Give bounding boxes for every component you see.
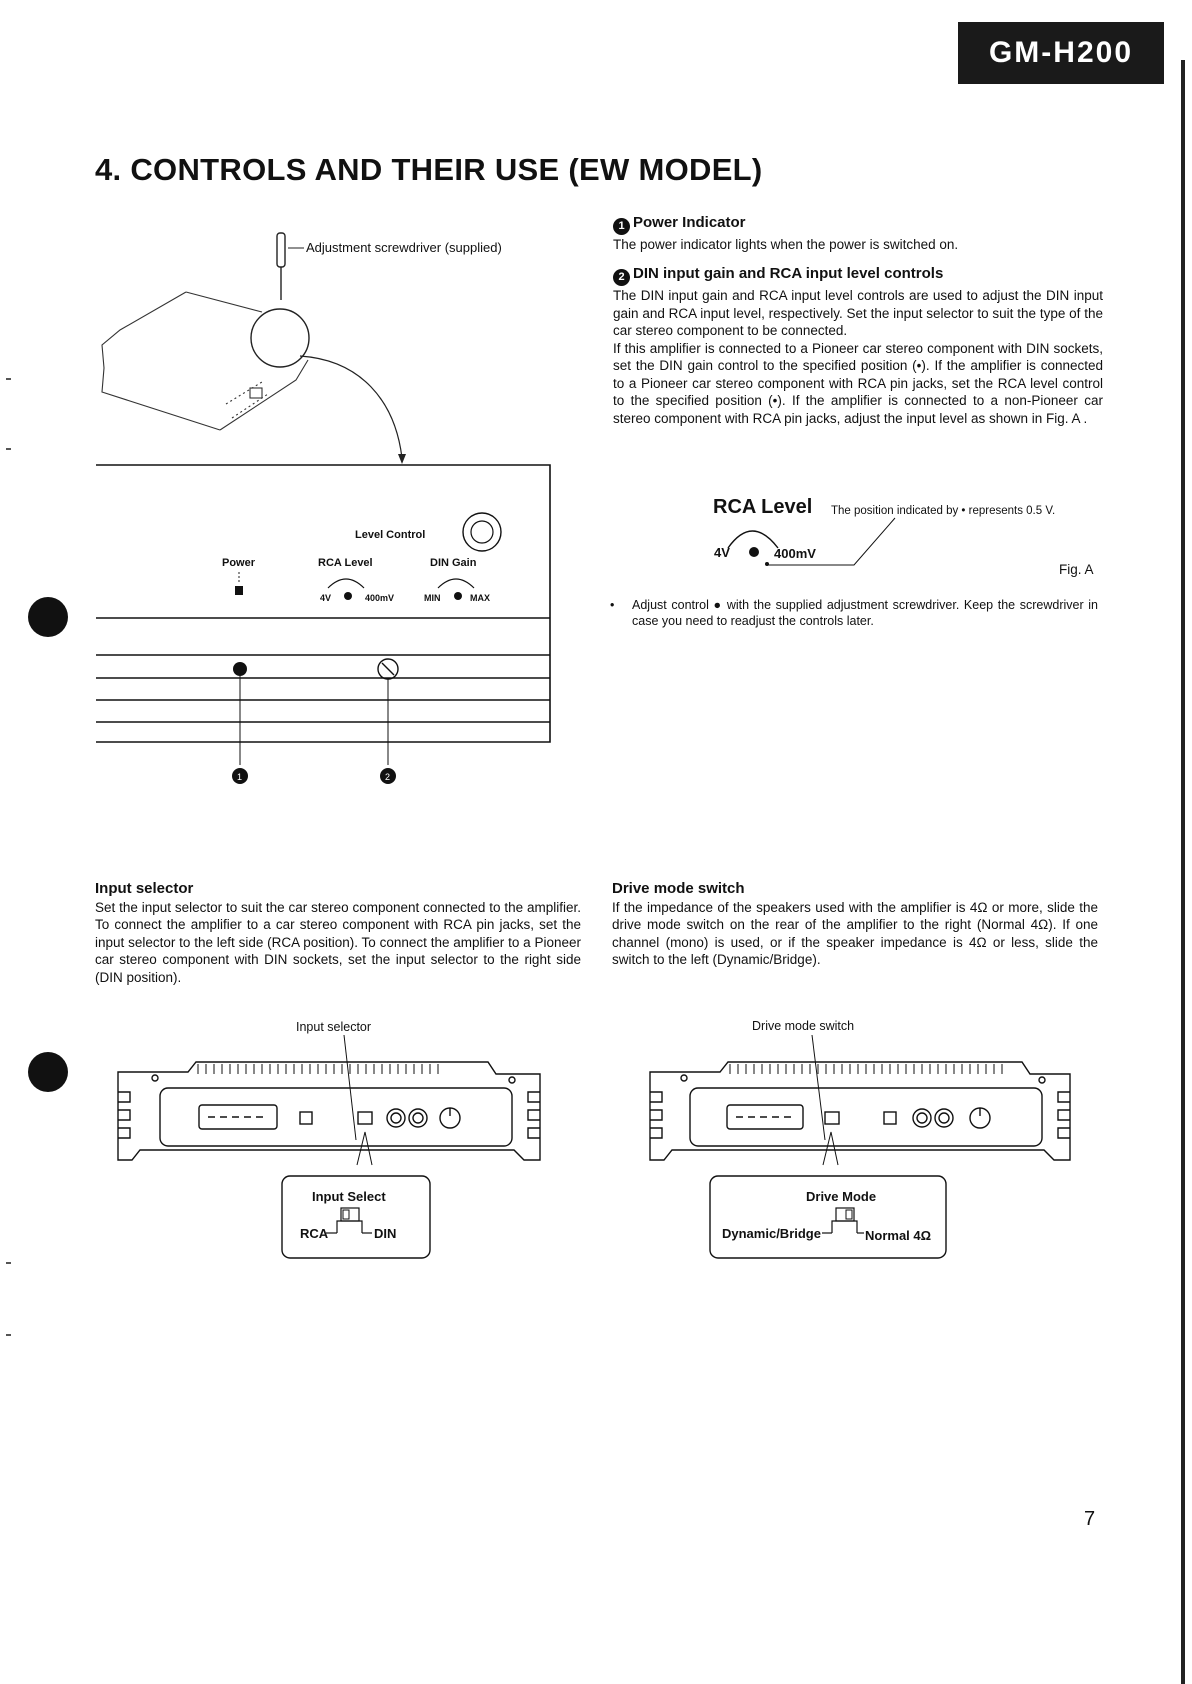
din-rca-heading: 2 DIN input gain and RCA input level controls xyxy=(613,265,1103,286)
drive-mode-normal: Normal 4Ω xyxy=(865,1228,932,1243)
input-select-title: Input Select xyxy=(312,1189,386,1204)
level-control-knob xyxy=(463,513,501,551)
din-rca-paragraph-2: If this amplifier is connected to a Pioneer car stereo component with DIN sockets, set the DIN gain control to the specified position (•). If the amplifier is connected to a Pioneer car stereo component with RCA pin jacks, set the RCA level control to the specified position (•). If the amplifier is connected to a non-Pioneer car stereo component with RCA pin jacks, adjust the input level as shown in Fig. A . xyxy=(613,340,1103,426)
drive-mode-heading: Drive mode switch xyxy=(612,880,745,897)
control-panel xyxy=(96,465,550,742)
callout-2-icon: 2 xyxy=(613,269,630,286)
power-indicator-heading: 1 Power Indicator xyxy=(613,214,1103,235)
drive-mode-dynamic-bridge: Dynamic/Bridge xyxy=(722,1226,821,1241)
screwdriver-label: Adjustment screwdriver (supplied) xyxy=(306,240,502,255)
fig-a-caption: Fig. A xyxy=(1059,562,1094,577)
svg-text:MAX: MAX xyxy=(470,593,490,603)
din-gain-label: DIN Gain xyxy=(430,557,477,569)
svg-text:4V: 4V xyxy=(714,545,730,560)
amplifier-rear-left xyxy=(118,1062,540,1160)
fig-a-dial-center xyxy=(749,547,759,557)
din-rca-paragraph-1: The DIN input gain and RCA input level controls are used to adjust the DIN input gain and RCA input level, respectively. Set the input selector to suit the type of the car stereo component to be connected. xyxy=(613,288,1103,338)
zoom-arrow xyxy=(300,356,402,458)
bullet-icon: • xyxy=(610,598,615,612)
drive-mode-section xyxy=(612,880,1098,969)
adjust-note-text: Adjust control ● with the supplied adjustment screwdriver. Keep the screwdriver in case you need to readjust the controls later. xyxy=(632,598,1098,628)
svg-text:2: 2 xyxy=(385,772,391,782)
screwdriver-icon xyxy=(277,233,285,300)
din-rca-section xyxy=(613,265,1103,427)
svg-text:400mV: 400mV xyxy=(774,546,816,561)
power-indicator-section xyxy=(613,214,1103,254)
input-selector-heading: Input selector xyxy=(95,880,194,897)
power-led xyxy=(235,586,243,595)
callout-1-icon: 1 xyxy=(613,218,630,235)
level-control-label: Level Control xyxy=(355,529,426,541)
zoom-circle xyxy=(251,309,309,367)
input-select-rca: RCA xyxy=(300,1226,329,1241)
power-led-marker xyxy=(233,662,247,676)
model-tag: GM-H200 xyxy=(958,22,1164,84)
amplifier-rear-right xyxy=(650,1062,1070,1160)
drive-mode-title: Drive Mode xyxy=(806,1189,877,1204)
input-selector-text: Set the input selector to suit the car stereo component connected to the amplifier. To connect the amplifier to a car stereo component with RCA pin jacks, set the input selector to the left side (RCA position). To connect the amplifier to a Pioneer car stereo component with DIN sockets, set the input selector to the right side (DIN position). xyxy=(95,899,581,985)
input-select-din: DIN xyxy=(374,1226,397,1241)
svg-text:400mV: 400mV xyxy=(365,593,395,603)
power-indicator-text: The power indicator lights when the power is switched on. xyxy=(613,237,959,252)
rca-level-label: RCA Level xyxy=(318,557,373,569)
drive-mode-diagram-label: Drive mode switch xyxy=(752,1019,855,1033)
svg-text:MIN: MIN xyxy=(424,593,441,603)
page-number: 7 xyxy=(1084,1508,1096,1530)
svg-text:4V: 4V xyxy=(320,593,332,603)
svg-text:1: 1 xyxy=(237,772,243,782)
input-selector-diagram-label: Input selector xyxy=(296,1020,372,1034)
input-selector-section xyxy=(95,880,581,986)
adjust-note xyxy=(610,597,1098,629)
amplifier-perspective xyxy=(102,292,308,430)
fig-a-note: The position indicated by • represents 0.5 V. xyxy=(831,505,1056,517)
drive-mode-text: If the impedance of the speakers used with the amplifier is 4Ω or more, slide the drive mode switch on the rear of the amplifier to the right (Normal 4Ω). If one channel (mono) is used, or if the speaker impedance is 4Ω or less, slide the switch to the left (Dynamic/Bridge). xyxy=(612,899,1098,967)
fig-a-dial-arc xyxy=(728,531,778,548)
page-title: 4. CONTROLS AND THEIR USE (EW MODEL) xyxy=(95,152,763,187)
power-label: Power xyxy=(222,557,256,569)
fig-a-rca-level: RCA Level xyxy=(713,496,813,518)
